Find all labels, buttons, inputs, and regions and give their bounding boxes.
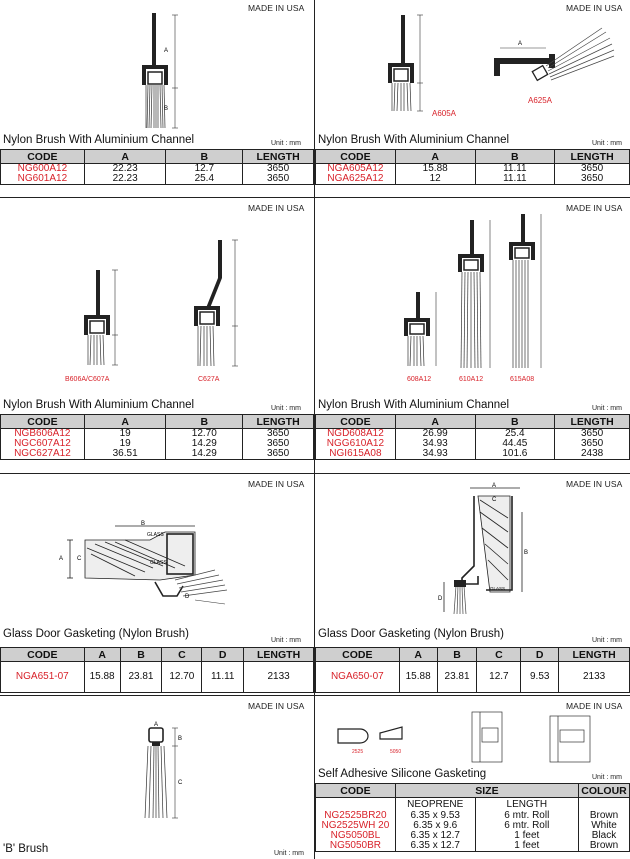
table-header: CODE A B LENGTH [316,415,630,429]
dim-c: C [178,780,183,786]
dim-a: A [154,722,159,728]
panel7-title: 'B' Brush [3,843,49,855]
panel2-unit: Unit : mm [592,140,622,147]
glass-label: GLASS [490,586,506,591]
panel5-table [0,647,314,693]
panel8-unit: Unit : mm [592,774,622,781]
table-header: CODE A B C D LENGTH [316,648,630,662]
table-header: CODE A B LENGTH [316,150,630,164]
panel6-table [315,647,630,693]
brush-profile-diagram-615 [505,212,553,374]
table-subheader: NEOPRENE LENGTH [316,798,630,812]
table-row: NGD608A12 26.99 25.4 3650 [316,429,630,440]
panel8-title: Self Adhesive Silicone Gasketing [318,768,487,780]
dim-a: A [59,556,64,562]
table-row: NGA650-07 15.88 23.81 12.7 9.53 2133 [316,662,630,693]
dim-c: C [77,556,82,562]
brush-profile-diagram-606 [70,265,130,375]
panel2-title: Nylon Brush With Aluminium Channel [318,134,510,146]
panel3-unit: Unit : mm [271,405,301,412]
label-a625a: A625A [528,96,553,105]
brush-profile-diagram-627 [180,238,250,373]
panel8-table [315,783,630,852]
made-in-usa-label: MADE IN USA [248,479,305,489]
installation-diagram [460,708,625,770]
dim-b: B [524,550,529,556]
table-row: NG2525BR20 6.35 x 9.53 6 mtr. Roll Brown [316,811,630,821]
table-row: NGA605A12 15.88 11.11 3650 [316,164,630,175]
label-615a08: 615A08 [510,376,535,383]
made-in-usa-label: MADE IN USA [248,701,305,711]
brush-profile-diagram-605 [380,15,440,115]
table-header: CODE SIZE COLOUR [316,784,630,798]
label-608a12: 608A12 [407,376,432,383]
made-in-usa-label: MADE IN USA [248,3,305,13]
table-row: NG600A12 22.23 12.7 3650 [1,164,314,175]
table-row: NGC627A12 36.51 14.29 3650 [1,449,314,460]
panel1-unit: Unit : mm [271,140,301,147]
table-header: CODE A B LENGTH [1,150,314,164]
dim-a: A [164,48,169,54]
panel6-title: Glass Door Gasketing (Nylon Brush) [318,628,504,640]
dim-d: D [438,596,443,602]
dim-b: B [141,521,146,527]
table-row: NGC607A12 19 14.29 3650 [1,439,314,449]
table-row: NGI615A08 34.93 101.6 2438 [316,449,630,460]
glass-label: GLASS [147,532,164,538]
label-610a12: 610A12 [459,376,484,383]
glass-label: GLASS [150,560,167,566]
row-divider-2 [0,473,630,474]
table-header: CODE A B LENGTH [1,415,314,429]
row-divider-3 [0,695,630,696]
dim-a: A [518,41,523,47]
panel6-unit: Unit : mm [592,637,622,644]
brush-profile-diagram-625 [488,28,618,98]
panel4-table [315,414,630,460]
panel3-table [0,414,314,460]
dim-b: B [164,106,169,112]
table-row: NG2525WH 20 6.35 x 9.6 6 mtr. Roll White [316,821,630,831]
brush-profile-diagram-600 [120,10,200,130]
panel1-title: Nylon Brush With Aluminium Channel [3,134,195,146]
panel3-title: Nylon Brush With Aluminium Channel [3,399,195,411]
table-header: CODE A B C D LENGTH [1,648,314,662]
silicone-gasket-profiles [330,715,430,755]
made-in-usa-label: MADE IN USA [566,479,623,489]
panel4-unit: Unit : mm [592,405,622,412]
b-brush-diagram [135,722,195,822]
panel1-table [0,149,314,185]
table-row: NGB606A12 19 12.70 3650 [1,429,314,440]
label-a605a: A605A [432,109,457,118]
table-row: NG5050BR 6.35 x 12.7 1 feet Brown [316,841,630,852]
label-5050: 5050 [390,749,402,755]
glass-gasket-diagram-650 [430,482,540,617]
dim-b: B [178,736,183,742]
made-in-usa-label: MADE IN USA [566,701,623,711]
label-c627a: C627A [198,376,220,383]
glass-gasket-diagram-651 [55,520,255,610]
panel7-unit: Unit : mm [274,850,304,857]
table-row: NGA651-07 15.88 23.81 12.70 11.11 2133 [1,662,314,693]
dim-a: A [492,483,497,489]
made-in-usa-label: MADE IN USA [566,3,623,13]
panel2-table [315,149,630,185]
made-in-usa-label: MADE IN USA [248,203,305,213]
panel4-title: Nylon Brush With Aluminium Channel [318,399,510,411]
dim-c: C [492,497,497,503]
made-in-usa-label: MADE IN USA [566,203,623,213]
brush-profile-diagram-610 [452,218,500,373]
brush-profile-diagram-608 [398,290,448,370]
label-2525: 2525 [352,749,364,755]
table-row: NG601A12 22.23 25.4 3650 [1,174,314,185]
table-row: NG5050BL 6.35 x 12.7 1 feet Black [316,831,630,841]
label-b606a: B606A/C607A [65,376,110,383]
table-row: NGA625A12 12 11.11 3650 [316,174,630,185]
panel5-title: Glass Door Gasketing (Nylon Brush) [3,628,189,640]
table-row: NGG610A12 34.93 44.45 3650 [316,439,630,449]
panel5-unit: Unit : mm [271,637,301,644]
dim-d: D [185,594,190,600]
row-divider-1 [0,197,630,198]
